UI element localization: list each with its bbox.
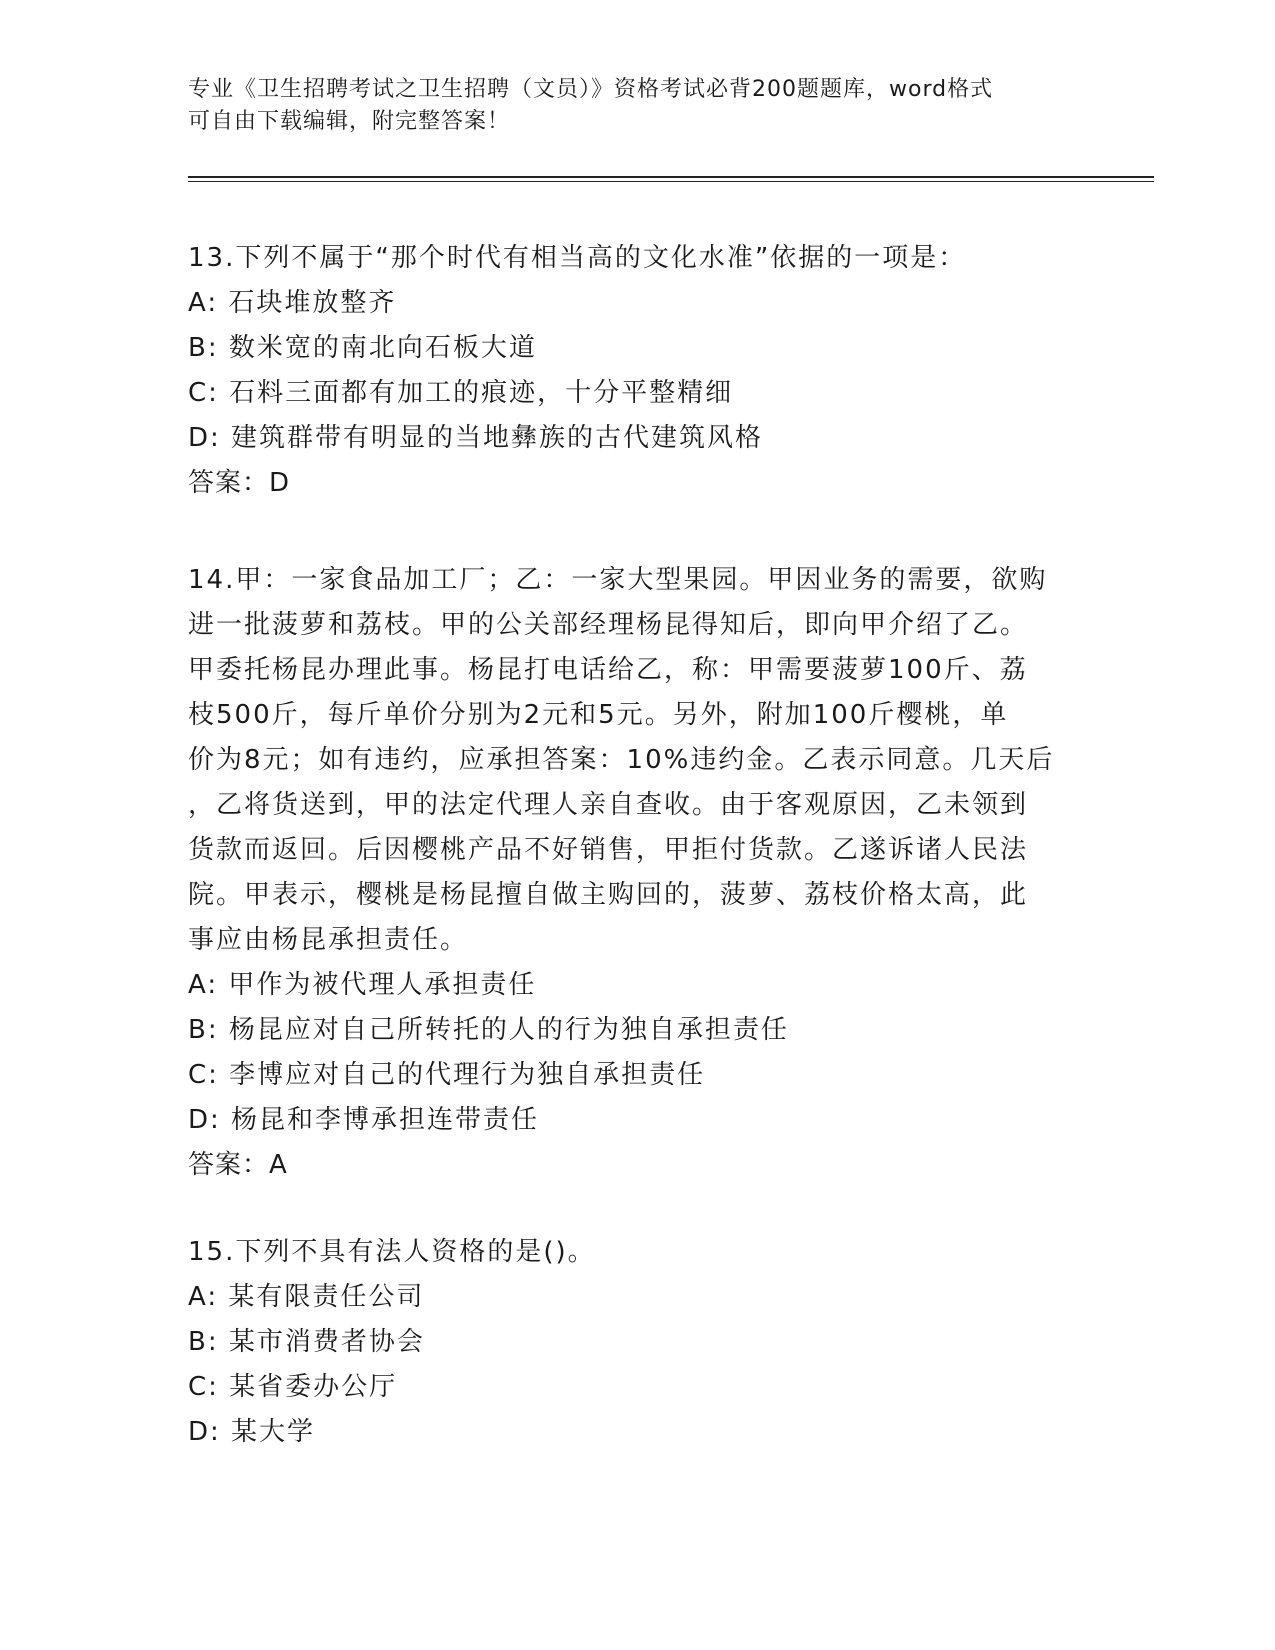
question-stem-line: 14.甲：一家食品加工厂；乙：一家大型果园。甲因业务的需要，欲购	[188, 565, 1048, 595]
header-line-2: 可自由下载编辑，附完整答案！	[188, 109, 511, 134]
option-c: C: 石料三面都有加工的痕迹，十分平整精细	[188, 378, 734, 408]
question-15	[188, 1230, 1078, 1455]
header-line-1: 专业《卫生招聘考试之卫生招聘（文员）》资格考试必背200题题库，word格式	[188, 77, 994, 102]
question-stem-line: 院。甲表示，樱桃是杨昆擅自做主购回的，菠萝、荔枝价格太高，此	[188, 880, 1029, 910]
question-stem-line: 价为8元；如有违约，应承担答案：10%违约金。乙表示同意。几天后	[188, 745, 1055, 775]
header-rule-thin	[188, 181, 1154, 182]
question-stem: 15.下列不具有法人资格的是()。	[188, 1237, 596, 1267]
answer: 答案：A	[188, 1150, 288, 1180]
question-13	[188, 236, 1078, 506]
question-stem: 13.下列不属于“那个时代有相当高的文化水准”依据的一项是：	[188, 243, 967, 273]
question-stem-line: ，乙将货送到，甲的法定代理人亲自查收。由于客观原因，乙未领到	[188, 790, 1029, 820]
spacer	[188, 506, 1078, 558]
option-c: C: 某省委办公厅	[188, 1372, 398, 1402]
option-a: A: 某有限责任公司	[188, 1282, 425, 1312]
option-c: C: 李博应对自己的代理行为独自承担责任	[188, 1060, 706, 1090]
header-rule-thick	[188, 176, 1154, 178]
question-stem-line: 进一批菠萝和荔枝。甲的公关部经理杨昆得知后，即向甲介绍了乙。	[188, 610, 1029, 640]
option-a: A: 石块堆放整齐	[188, 288, 397, 318]
question-list	[188, 236, 1078, 1455]
answer: 答案：D	[188, 468, 291, 498]
option-b: B: 杨昆应对自己所转托的人的行为独自承担责任	[188, 1015, 789, 1045]
document-header	[188, 74, 1068, 138]
question-stem-line: 事应由杨昆承担责任。	[188, 925, 469, 955]
option-d: D: 杨昆和李博承担连带责任	[188, 1105, 540, 1135]
option-d: D: 某大学	[188, 1417, 316, 1447]
option-b: B: 某市消费者协会	[188, 1327, 425, 1357]
question-stem-line: 枝500斤，每斤单价分别为2元和5元。另外，附加100斤樱桃，单	[188, 700, 1009, 730]
question-stem-line: 甲委托杨昆办理此事。杨昆打电话给乙，称：甲需要菠萝100斤、荔	[188, 655, 1028, 685]
option-d: D: 建筑群带有明显的当地彝族的古代建筑风格	[188, 423, 764, 453]
question-14	[188, 558, 1078, 1188]
option-b: B: 数米宽的南北向石板大道	[188, 333, 537, 363]
option-a: A: 甲作为被代理人承担责任	[188, 970, 537, 1000]
spacer	[188, 1188, 1078, 1230]
question-stem-line: 货款而返回。后因樱桃产品不好销售，甲拒付货款。乙遂诉诸人民法	[188, 835, 1029, 865]
